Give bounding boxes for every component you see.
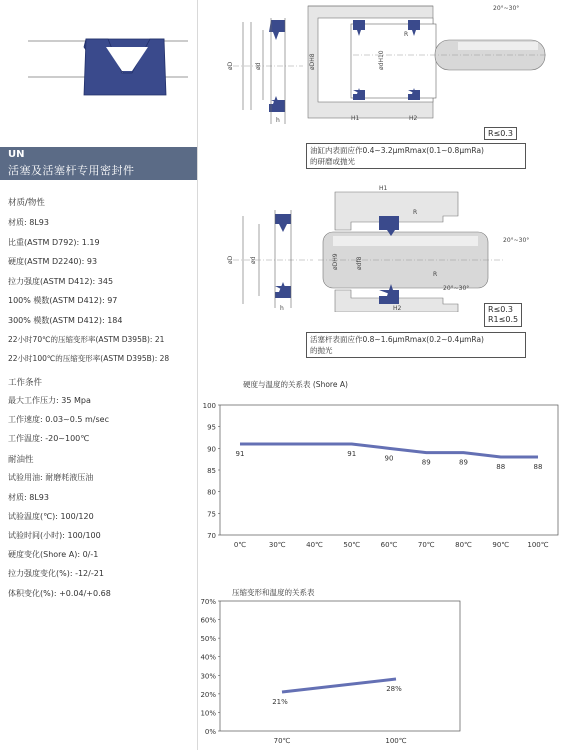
x-tick-label: 70℃ <box>273 737 291 745</box>
y-tick-label: 75 <box>207 510 216 519</box>
y-tick-label: 70% <box>200 598 216 606</box>
chart-title-compression: 压缩变形和温度的关系表 <box>232 588 315 597</box>
material-prop: 硬度(ASTM D2240): 93 <box>8 257 98 266</box>
roughness-box-1: R≤0.3 <box>484 127 517 140</box>
dim-label: R <box>433 271 438 278</box>
data-label: 88 <box>533 463 543 471</box>
roughness-box-2 <box>484 303 522 327</box>
data-label: 89 <box>459 458 468 467</box>
x-tick-label: 50℃ <box>343 541 361 549</box>
product-code: UN <box>8 149 25 160</box>
conditions-prop: 最大工作压力: 35 Mpa <box>8 396 91 405</box>
conditions-prop: 工作速度: 0.03~0.5 m/sec <box>8 415 109 424</box>
note-line: 活塞杆表面应作0.8~1.6μmRmax(0.2~0.4μmRa) <box>310 335 484 344</box>
dim-label: ødf8 <box>356 256 363 270</box>
material-prop: 300% 模数(ASTM D412): 184 <box>8 316 123 325</box>
conditions-heading: 工作条件 <box>8 378 43 388</box>
material-heading: 材质/物性 <box>8 198 45 208</box>
data-label: 21% <box>272 698 288 706</box>
data-label: 88 <box>496 463 506 471</box>
y-tick-label: 80 <box>207 488 216 497</box>
piston-install-drawing <box>203 0 553 128</box>
dim-label: H1 <box>351 115 360 122</box>
dim-label: R <box>404 31 409 38</box>
material-prop: 材质: 8L93 <box>8 218 49 227</box>
oil-prop: 硬度变化(Shore A): 0/-1 <box>8 550 99 559</box>
material-prop: 100% 模数(ASTM D412): 97 <box>8 296 118 305</box>
dim-label: øD <box>227 255 234 264</box>
y-tick-label: 90 <box>207 445 216 454</box>
x-tick-label: 90℃ <box>492 541 510 549</box>
dim-label: 20°~30° <box>443 285 470 292</box>
x-tick-label: 100℃ <box>527 541 549 549</box>
y-tick-label: 60% <box>200 616 216 625</box>
conditions-prop: 工作温度: -20~100℃ <box>8 434 90 443</box>
material-prop: 拉力强度(ASTM D412): 345 <box>8 277 114 286</box>
oil-prop: 拉力强度变化(%): -12/-21 <box>8 569 104 578</box>
dim-label: H2 <box>393 305 402 312</box>
y-tick-label: 70 <box>207 532 216 540</box>
product-header <box>0 147 197 180</box>
dim-label: øDH9 <box>332 253 339 270</box>
x-tick-label: 100℃ <box>385 737 407 745</box>
plot-frame <box>220 601 460 731</box>
oil-heading: 耐油性 <box>8 455 34 465</box>
y-tick-label: 20% <box>200 690 216 699</box>
oil-prop: 试验时间(小时): 100/100 <box>8 531 101 540</box>
dim-label: ød <box>250 256 257 264</box>
dim-label: H1 <box>379 185 388 192</box>
hardness-chart <box>200 395 562 555</box>
note-line: 的抛光 <box>310 346 333 355</box>
note-line: 油缸内表面应作0.4~3.2μmRmax(0.1~0.8μmRa) <box>310 146 484 155</box>
material-prop: 比重(ASTM D792): 1.19 <box>8 238 100 247</box>
y-tick-label: 10% <box>200 709 216 718</box>
surface-note-2 <box>306 332 526 358</box>
note-line: 的研磨或抛光 <box>310 157 355 166</box>
dim-label: 20°~30° <box>503 237 530 244</box>
y-tick-label: 40% <box>200 653 216 662</box>
data-label: 28% <box>386 685 402 693</box>
dim-label: R <box>413 209 418 216</box>
oil-prop: 体积变化(%): +0.04/+0.68 <box>8 589 111 598</box>
data-label: 90 <box>384 454 394 463</box>
chart-title-hardness: 硬度与温度的关系表 (Shore A) <box>243 380 348 389</box>
data-label: 91 <box>347 450 357 458</box>
y-tick-label: 0% <box>204 728 216 736</box>
y-tick-label: 30% <box>200 672 216 681</box>
dim-label: H2 <box>409 115 418 122</box>
material-prop: 22小时70℃的压缩变形率(ASTM D395B): 21 <box>8 335 165 344</box>
x-tick-label: 40℃ <box>306 541 323 549</box>
y-tick-label: 95 <box>207 423 216 432</box>
seal-profile-drawing <box>28 33 188 103</box>
dim-label: øDH8 <box>309 53 316 70</box>
x-tick-label: 30℃ <box>268 541 286 549</box>
data-label: 89 <box>421 458 431 467</box>
surface-note-1 <box>306 143 526 169</box>
plot-frame <box>220 405 558 535</box>
y-tick-label: 50% <box>200 635 216 644</box>
x-tick-label: 0℃ <box>233 541 247 549</box>
dim-label: ødH10 <box>378 50 385 70</box>
product-title: 活塞及活塞杆专用密封件 <box>8 164 135 177</box>
dim-label: 20°~30° <box>493 5 520 12</box>
column-divider <box>197 0 198 750</box>
oil-prop: 材质: 8L93 <box>8 493 49 502</box>
series-line <box>282 679 396 692</box>
data-label: 91 <box>235 450 245 458</box>
roughness-value: R1≤0.5 <box>488 315 519 324</box>
x-tick-label: 70℃ <box>417 541 435 549</box>
dim-label: ød <box>255 62 262 70</box>
oil-prop: 试验用油: 耐磨耗液压油 <box>8 473 94 482</box>
x-tick-label: 80℃ <box>455 541 472 549</box>
y-tick-label: 100 <box>202 402 216 410</box>
dim-label: h <box>276 117 280 124</box>
left-panel <box>0 0 197 750</box>
material-prop: 22小时100℃的压缩变形率(ASTM D395B): 28 <box>8 354 170 363</box>
x-tick-label: 60℃ <box>380 541 398 549</box>
y-tick-label: 85 <box>207 467 216 475</box>
dim-label: h <box>280 305 284 312</box>
rod-install-drawing <box>203 180 553 312</box>
roughness-value: R≤0.3 <box>488 305 513 314</box>
oil-prop: 试验温度(℃): 100/120 <box>8 512 94 521</box>
compression-chart <box>200 595 465 747</box>
dim-label: øD <box>227 61 234 70</box>
